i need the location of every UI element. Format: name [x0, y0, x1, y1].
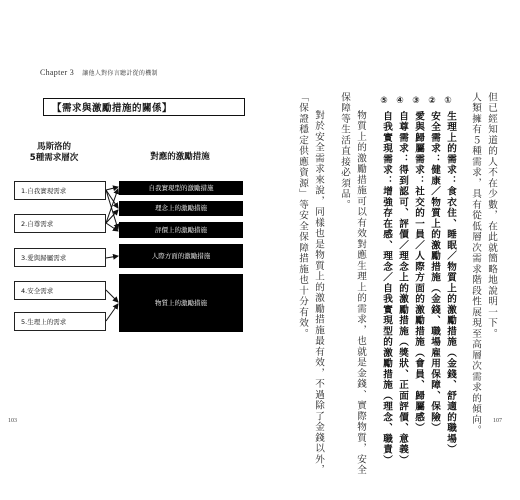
list-item-2: 安全需求：健康／物質上的激勵措施（金錢、職場雇用保障、保險） [429, 111, 440, 434]
chapter-label: Chapter 3 [40, 68, 75, 77]
list-num-2: ② [427, 96, 437, 107]
needs-heading-line: 5種需求層次 [29, 153, 79, 163]
measure-material: 物質上的激勵措施 [119, 274, 243, 332]
para1-line-1: 物質上的激勵措施可以有效對應生理上的需求，也就是金錢、實際物質，安全 [355, 110, 366, 476]
need-box-safety: 4.安全需求 [14, 281, 106, 300]
measures-heading: 對應的激勵措施 [150, 152, 210, 162]
page-number-left: 103 [8, 418, 17, 424]
need-box-self-actualization: 1.自我實現需求 [14, 181, 106, 200]
para1-line-2: 保障等生活直接必須品。 [339, 92, 350, 211]
para2-line-1: 對於安全需求來說，同樣也是物質上的激勵措施最有效，不過除了金錢以外， [313, 110, 324, 476]
list-num-1: ① [443, 96, 453, 107]
needs-heading-line: 馬斯洛的 [36, 142, 71, 152]
measure-interpersonal: 人際方面的激勵措施 [119, 244, 243, 268]
need-box-esteem: 2.自尊需求 [14, 214, 106, 233]
list-item-4: 自尊需求：得到認可、評價／理念上的激勵措施（獎狀、正面評價、意義） [397, 111, 408, 466]
measure-ideals: 理念上的激勵措施 [119, 201, 243, 216]
section-title: 【需求與激勵措施的關係】 [52, 103, 173, 114]
list-num-3: ③ [411, 96, 421, 107]
list-num-4: ④ [395, 96, 405, 107]
para2-line-2: 「保證穩定供應資源」等安全保障措施也十分有效。 [297, 92, 308, 340]
list-num-5: ⑤ [379, 96, 389, 107]
chapter-title: 讓他人對你言聽計從的機制 [82, 70, 158, 77]
need-box-belonging: 3.愛與歸屬需求 [14, 248, 106, 267]
list-item-3: 愛與歸屬需求：社交的一員／人際方面的激勵措施（會員、歸屬感） [413, 111, 424, 434]
need-box-physiological: 5.生理上的需求 [14, 312, 106, 331]
list-item-5: 自我實現需求：增強存在感、理念／自我實現型的激勵措施（理念、職責） [381, 111, 392, 466]
intro-line-2: 人類擁有５種需求，具有從低層次需求階段性展現至高層次需求的傾向。 [470, 92, 481, 436]
page-number-right: 107 [493, 418, 502, 424]
list-item-1: 生理上的需求：食衣住、睡眠／物質上的激勵措施（金錢、舒適的職場） [445, 111, 456, 455]
measure-evaluation: 評價上的激勵措施 [119, 222, 243, 238]
measure-self-actualization: 自我實現型的激勵措施 [119, 181, 243, 195]
intro-line-1: 但已經知道的人不在少數，在此就簡略地說明一下。 [486, 92, 497, 340]
